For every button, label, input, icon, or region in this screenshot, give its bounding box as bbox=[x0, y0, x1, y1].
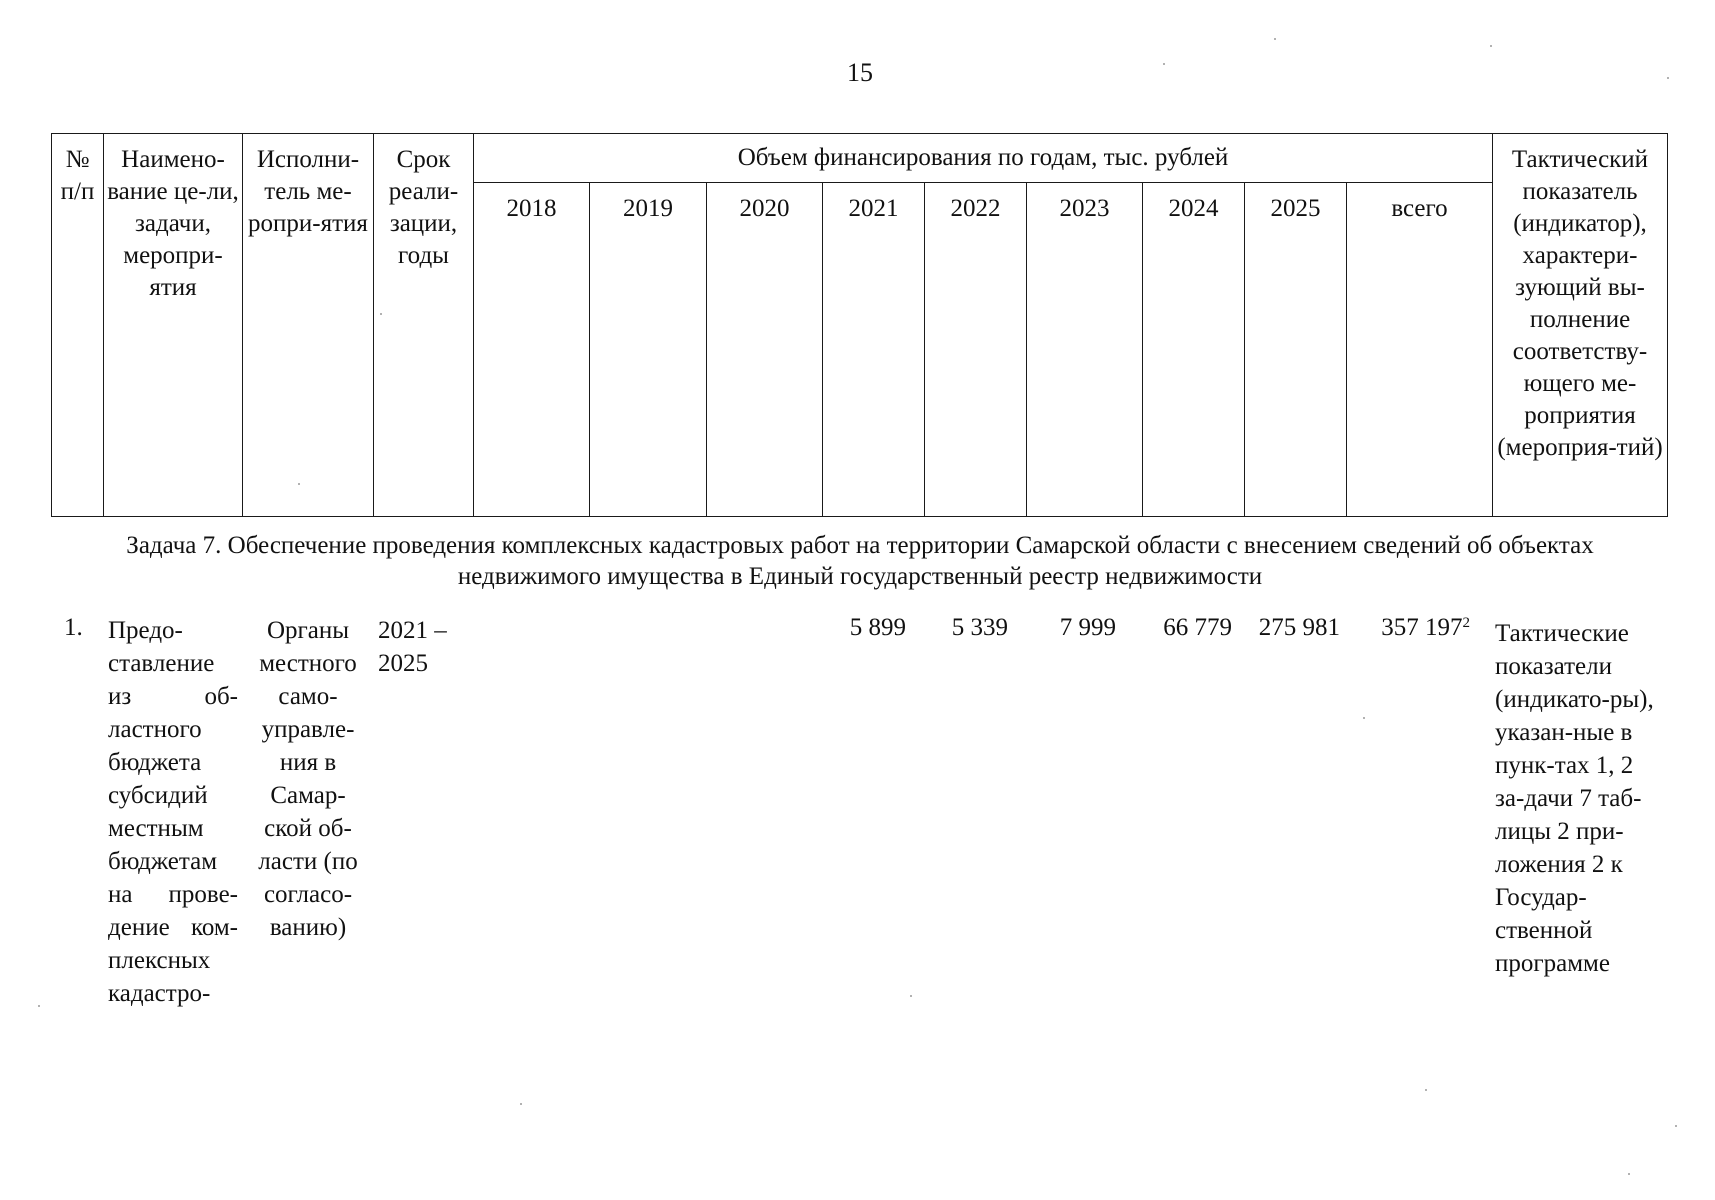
row-number: 1. bbox=[64, 614, 83, 641]
header-year-2020: 2020 bbox=[707, 183, 823, 517]
header-executor bbox=[243, 134, 374, 517]
header-total: всего bbox=[1347, 183, 1493, 517]
scan-speck bbox=[1628, 1173, 1630, 1175]
header-num-label: № п/п bbox=[60, 146, 95, 205]
header-year-2019: 2019 bbox=[590, 183, 707, 517]
row-indicator: Тактические показатели (индикато-ры), указан-ные в пунк-тах 1, 2 за-дачи 7 таб-лицы 2 при-ложения 2 к Государ-ственной программе bbox=[1495, 620, 1654, 977]
scan-speck bbox=[1425, 1089, 1427, 1091]
value-2023: 7 999 bbox=[1059, 614, 1116, 641]
scan-speck bbox=[298, 483, 300, 485]
header-year-2025: 2025 bbox=[1245, 183, 1347, 517]
value-2025: 275 981 bbox=[1258, 614, 1340, 641]
value-2021: 5 899 bbox=[849, 614, 906, 641]
scan-speck bbox=[38, 1005, 40, 1007]
header-year-2024: 2024 bbox=[1143, 183, 1245, 517]
header-num bbox=[52, 134, 104, 517]
value-2022: 5 339 bbox=[951, 614, 1008, 641]
header-executor-label: Исполни-тель ме-ропри-ятия bbox=[248, 146, 368, 237]
row-name: Предо-ставление из об-ластного бюджета субсидий местным бюджетам на прове-дение ком-плексных кадастро- bbox=[108, 617, 238, 1007]
scan-speck bbox=[1363, 717, 1365, 719]
scan-speck bbox=[910, 995, 912, 997]
header-funding bbox=[474, 134, 1493, 183]
scan-speck bbox=[1675, 1125, 1677, 1127]
header-year-2021: 2021 bbox=[823, 183, 925, 517]
header-indicator-label: Тактический показатель (индикатор), характери-зующий вы-полнение соответству-ющего ме-роприятия (мероприя-тий) bbox=[1497, 146, 1663, 461]
row-term: 2021 – 2025 bbox=[378, 617, 447, 677]
header-name bbox=[104, 134, 243, 517]
header-indicator bbox=[1493, 134, 1668, 517]
row-executor: Органы местного само-управле-ния в Самар-ской об-ласти (по согласо-ванию) bbox=[258, 617, 358, 941]
task-title: Задача 7. Обеспечение проведения комплексных кадастровых работ на территории Самарской области с внесением сведений об объектах недвижимого имущества в Единый государственный реестр недвижимости bbox=[126, 532, 1594, 590]
header-year-2018: 2018 bbox=[474, 183, 590, 517]
value-total-number: 357 197 bbox=[1381, 614, 1463, 641]
scan-speck bbox=[1667, 77, 1669, 79]
value-2024: 66 779 bbox=[1163, 614, 1232, 641]
header-name-label: Наимено-вание це-ли, задачи, меропри-ятия bbox=[107, 146, 239, 301]
header-term bbox=[374, 134, 474, 517]
header-term-label: Срок реали-зации, годы bbox=[388, 146, 459, 269]
header-year-2023: 2023 bbox=[1027, 183, 1143, 517]
scan-speck bbox=[380, 313, 382, 315]
page-number: 15 bbox=[847, 58, 873, 87]
header-year-2022: 2022 bbox=[925, 183, 1027, 517]
scan-speck bbox=[1274, 38, 1276, 40]
header-funding-label: Объем финансирования по годам, тыс. рублей bbox=[737, 144, 1229, 171]
header-table bbox=[51, 133, 1668, 517]
value-total-footnote: 2 bbox=[1462, 615, 1470, 631]
scan-speck bbox=[1490, 45, 1492, 47]
scan-speck bbox=[520, 1103, 522, 1105]
value-total bbox=[1352, 614, 1470, 642]
scan-speck bbox=[1163, 63, 1165, 65]
